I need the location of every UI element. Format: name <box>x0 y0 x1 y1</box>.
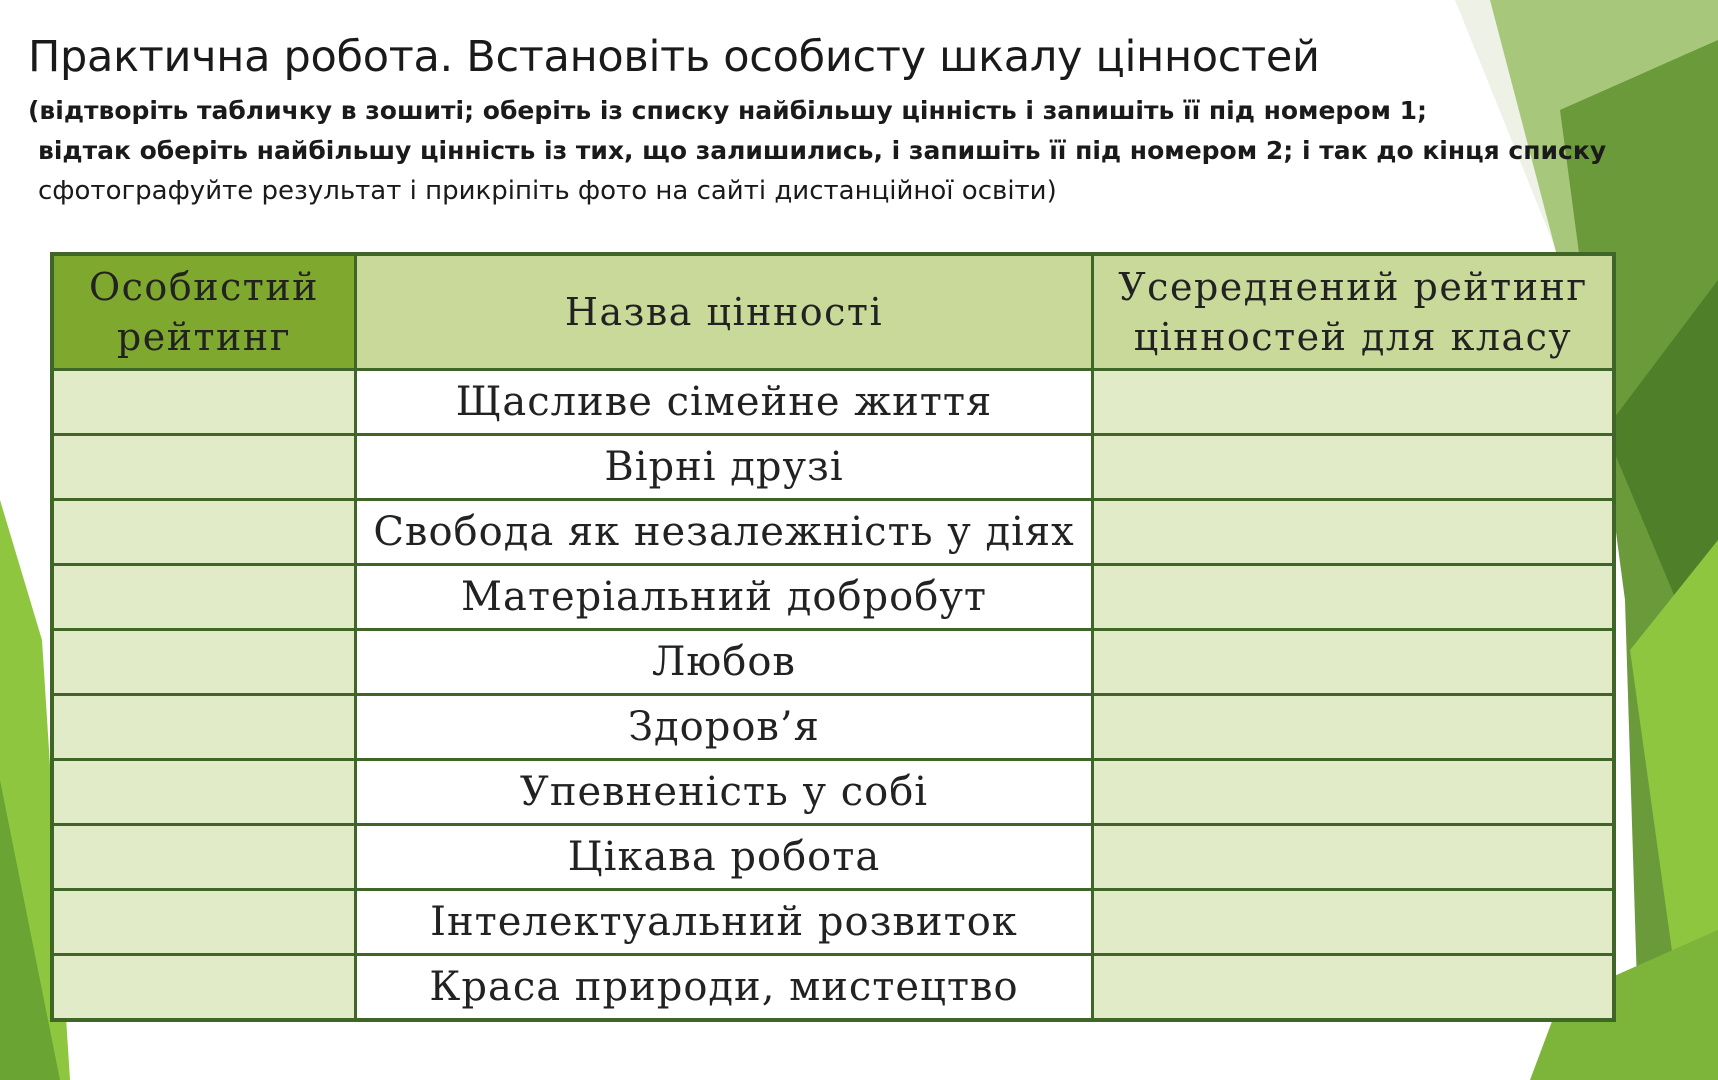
value-name-cell: Любов <box>356 630 1093 695</box>
personal-rating-cell[interactable] <box>52 890 356 955</box>
value-name-cell: Щасливе сімейне життя <box>356 370 1093 435</box>
class-average-cell[interactable] <box>1093 370 1615 435</box>
class-average-cell[interactable] <box>1093 500 1615 565</box>
header-personal-rating <box>52 254 356 370</box>
value-name-cell: Інтелектуальний розвиток <box>356 890 1093 955</box>
value-name-cell: Здоров’я <box>356 695 1093 760</box>
header-personal-rating-line-1: Особистий <box>89 265 319 309</box>
value-name-cell: Вірні друзі <box>356 435 1093 500</box>
table-row <box>52 955 1614 1021</box>
value-name-cell: Краса природи, мистецтво <box>356 955 1093 1021</box>
class-average-cell[interactable] <box>1093 565 1615 630</box>
instruction-line-3: сфотографуйте результат і прикріпіть фото на сайті дистанційної освіти) <box>38 176 1057 206</box>
personal-rating-cell[interactable] <box>52 695 356 760</box>
table-row <box>52 370 1614 435</box>
personal-rating-cell[interactable] <box>52 955 356 1021</box>
personal-rating-cell[interactable] <box>52 370 356 435</box>
value-name-cell: Цікава робота <box>356 825 1093 890</box>
personal-rating-cell[interactable] <box>52 500 356 565</box>
personal-rating-cell[interactable] <box>52 435 356 500</box>
value-name-cell: Свобода як незалежність у діях <box>356 500 1093 565</box>
table-row <box>52 500 1614 565</box>
personal-rating-cell[interactable] <box>52 565 356 630</box>
class-average-cell[interactable] <box>1093 955 1615 1021</box>
class-average-cell[interactable] <box>1093 760 1615 825</box>
slide-title: Практична робота. Встановіть особисту шкалу цінностей <box>28 32 1320 82</box>
header-value-name: Назва цінності <box>356 254 1093 370</box>
table-row <box>52 565 1614 630</box>
class-average-cell[interactable] <box>1093 890 1615 955</box>
personal-rating-cell[interactable] <box>52 760 356 825</box>
class-average-cell[interactable] <box>1093 630 1615 695</box>
class-average-cell[interactable] <box>1093 435 1615 500</box>
table-row <box>52 890 1614 955</box>
table-row <box>52 435 1614 500</box>
table-row <box>52 630 1614 695</box>
table-row <box>52 760 1614 825</box>
class-average-cell[interactable] <box>1093 825 1615 890</box>
header-class-average-line-1: Усереднений рейтинг <box>1118 265 1588 309</box>
table-row <box>52 825 1614 890</box>
table-row <box>52 695 1614 760</box>
header-personal-rating-line-2: рейтинг <box>116 315 292 359</box>
values-table <box>50 252 1616 1022</box>
value-name-cell: Матеріальний добробут <box>356 565 1093 630</box>
value-name-cell: Упевненість у собі <box>356 760 1093 825</box>
personal-rating-cell[interactable] <box>52 825 356 890</box>
personal-rating-cell[interactable] <box>52 630 356 695</box>
table-header-row <box>52 254 1614 370</box>
header-class-average <box>1093 254 1615 370</box>
class-average-cell[interactable] <box>1093 695 1615 760</box>
instruction-line-1: (відтворіть табличку в зошиті; оберіть із списку найбільшу цінність і запишіть її під номером 1; <box>28 96 1428 125</box>
header-class-average-line-2: цінностей для класу <box>1133 315 1573 359</box>
instruction-line-2: відтак оберіть найбільшу цінність із тих, що залишились, і запишіть її під номером 2; і так до кінця списку <box>38 136 1607 165</box>
